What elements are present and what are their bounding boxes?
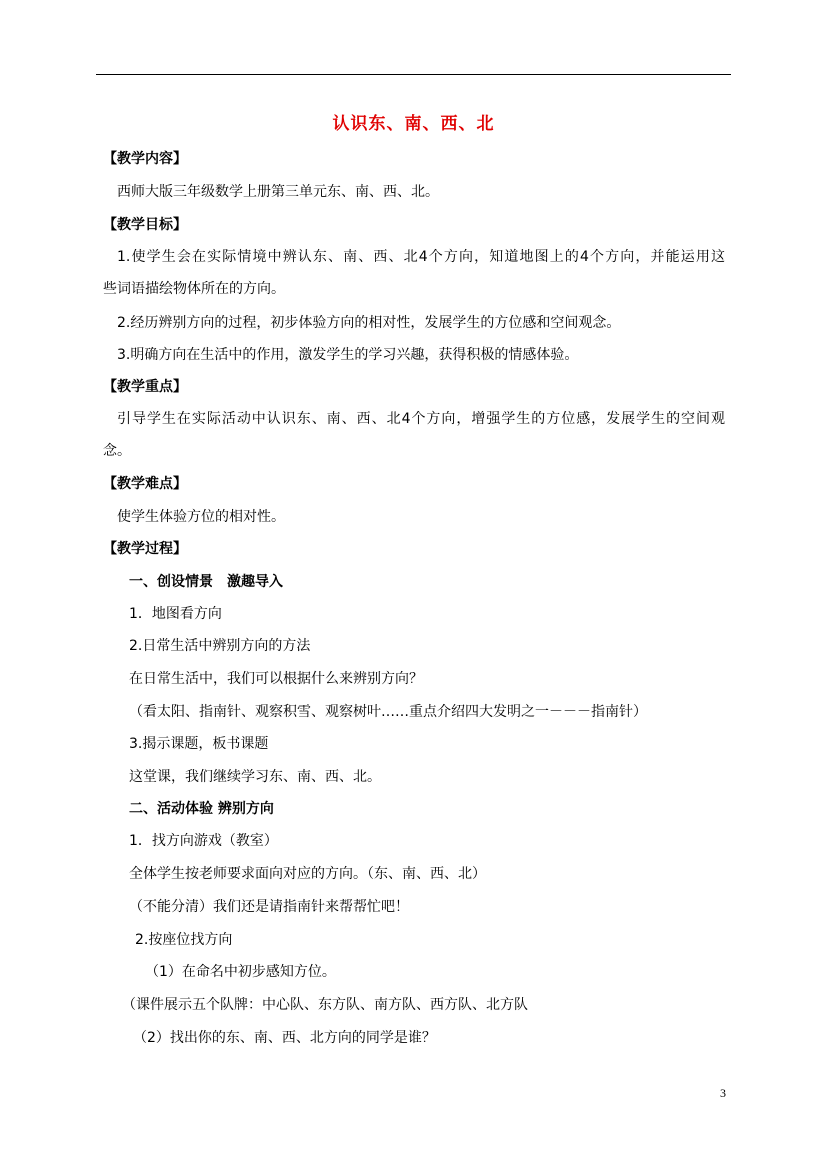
step-find-direction-game: 1．找方向游戏（教室） — [129, 833, 278, 849]
paragraph-objective-3: 3.明确方向在生活中的作用，激发学生的学习兴趣，获得积极的情感体验。 — [117, 347, 579, 363]
paragraph-objective-1-cont: 些词语描绘物体所在的方向。 — [103, 281, 285, 297]
section-heading-2: 二、活动体验 辨别方向 — [129, 801, 274, 817]
heading-key-points: 【教学重点】 — [103, 379, 187, 395]
paragraph-methods-list: （看太阳、指南针、观察积雪、观察树叶……重点介绍四大发明之一－－－指南针） — [129, 704, 647, 720]
step-daily-methods: 2.日常生活中辨别方向的方法 — [129, 638, 311, 654]
paragraph-objective-2: 2.经历辨别方向的过程，初步体验方向的相对性，发展学生的方位感和空间观念。 — [117, 315, 621, 331]
section-heading-1: 一、创设情景 激趣导入 — [129, 574, 283, 590]
paragraph-objective-1: 1.使学生会在实际情境中辨认东、南、西、北4个方向，知道地图上的4个方向，并能运用这 — [117, 249, 725, 265]
paragraph-compass-help: （不能分清）我们还是请指南针来帮帮忙吧！ — [129, 899, 409, 915]
paragraph-key-points-cont: 念。 — [103, 443, 131, 459]
paragraph-question: 在日常生活中，我们可以根据什么来辨别方向？ — [129, 671, 423, 687]
step-seat-direction: 2.按座位找方向 — [135, 932, 233, 948]
substep-naming: （1）在命名中初步感知方位。 — [145, 964, 336, 980]
document-title: 认识东、南、西、北 — [332, 114, 495, 134]
heading-objectives: 【教学目标】 — [103, 217, 187, 233]
step-reveal-topic: 3.揭示课题，板书课题 — [129, 736, 269, 752]
substep-find-classmates: （2）找出你的东、南、西、北方向的同学是谁？ — [133, 1030, 436, 1046]
step-map-direction: 1．地图看方向 — [129, 606, 222, 622]
heading-process: 【教学过程】 — [103, 541, 187, 557]
heading-content: 【教学内容】 — [103, 151, 187, 167]
paragraph-face-direction: 全体学生按老师要求面向对应的方向。（东、南、西、北） — [129, 866, 486, 882]
paragraph-difficulties: 使学生体验方位的相对性。 — [117, 509, 285, 525]
paragraph-continue: 这堂课，我们继续学习东、南、西、北。 — [129, 769, 381, 785]
paragraph-content: 西师大版三年级数学上册第三单元东、南、西、北。 — [117, 184, 439, 200]
header-rule — [96, 74, 731, 75]
page-number: 3 — [720, 1086, 726, 1100]
paragraph-team-cards: （课件展示五个队牌：中心队、东方队、南方队、西方队、北方队 — [122, 997, 528, 1013]
heading-difficulties: 【教学难点】 — [103, 476, 187, 492]
paragraph-key-points: 引导学生在实际活动中认识东、南、西、北4个方向，增强学生的方位感，发展学生的空间观 — [117, 411, 725, 427]
